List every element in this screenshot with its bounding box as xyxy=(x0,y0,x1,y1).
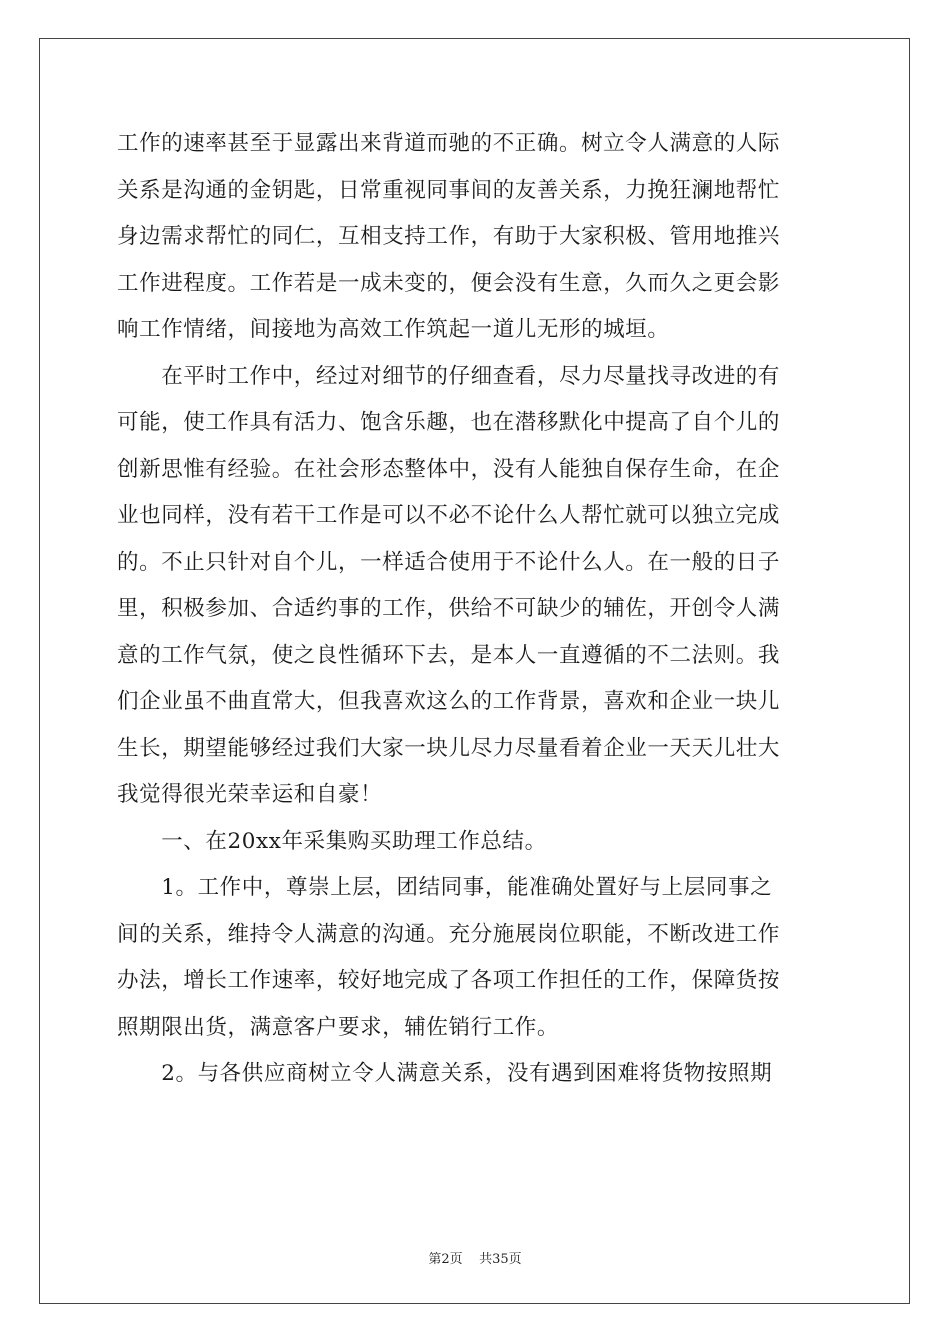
text-line: 在平时工作中，经过对细节的仔细查看，尽力尽量找寻改进的有 xyxy=(117,363,781,389)
text-line: 身边需求帮忙的同仁，互相支持工作，有助于大家积极、管用地推兴 xyxy=(117,224,781,249)
text-line: 业也同样，没有若干工作是可以不必不论什么人帮忙就可以独立完成 xyxy=(117,503,781,528)
section-heading: 一、在20xx年采集购买助理工作总结。 xyxy=(117,828,547,854)
text-line: 1。工作中，尊崇上层，团结同事，能准确处置好与上层同事之 xyxy=(117,875,773,900)
text-line: 2。与各供应商树立令人满意关系，没有遇到困难将货物按照期 xyxy=(117,1061,773,1086)
page-total: 共35页 xyxy=(479,1252,522,1267)
paragraph-1 xyxy=(117,121,833,354)
text-line: 响工作情绪，间接地为高效工作筑起一道儿无形的城垣。 xyxy=(117,317,670,342)
text-line: 们企业虽不曲直常大，但我喜欢这么的工作背景，喜欢和企业一块儿 xyxy=(117,689,781,714)
paragraph-2 xyxy=(117,354,833,819)
document-body xyxy=(117,121,833,1098)
paragraph-4 xyxy=(117,865,833,1051)
text-line: 意的工作气氛，使之良性循环下去，是本人一直遵循的不二法则。我 xyxy=(117,642,781,668)
text-line: 办法，增长工作速率，较好地完成了各项工作担任的工作，保障货按 xyxy=(117,968,781,993)
text-line: 我觉得很光荣幸运和自豪！ xyxy=(117,782,383,807)
page-footer xyxy=(0,1248,950,1267)
text-line: 生长，期望能够经过我们大家一块儿尽力尽量看着企业一天天儿壮大 xyxy=(117,735,781,761)
text-line: 照期限出货，满意客户要求，辅佐销行工作。 xyxy=(117,1014,560,1040)
text-line: 工作进程度。工作若是一成未变的，便会没有生意，久而久之更会影 xyxy=(117,270,781,296)
page-number: 第2页 xyxy=(428,1252,463,1267)
text-line: 关系是沟通的金钥匙，日常重视同事间的友善关系，力挽狂澜地帮忙 xyxy=(117,177,781,203)
paragraph-5 xyxy=(117,1051,833,1098)
text-line: 间的关系，维持令人满意的沟通。充分施展岗位职能，不断改进工作 xyxy=(117,921,781,947)
text-line: 的。不止只针对自个儿，一样适合使用于不论什么人。在一般的日子 xyxy=(117,549,781,575)
text-line: 里，积极参加、合适约事的工作，供给不可缺少的辅佐，开创令人满 xyxy=(117,596,781,621)
text-line: 创新思惟有经验。在社会形态整体中，没有人能独自保存生命，在企 xyxy=(117,456,781,482)
paragraph-3 xyxy=(117,819,833,866)
text-line: 可能，使工作具有活力、饱含乐趣，也在潜移默化中提高了自个儿的 xyxy=(117,410,781,435)
text-line: 工作的速率甚至于显露出来背道而驰的不正确。树立令人满意的人际 xyxy=(117,131,781,156)
